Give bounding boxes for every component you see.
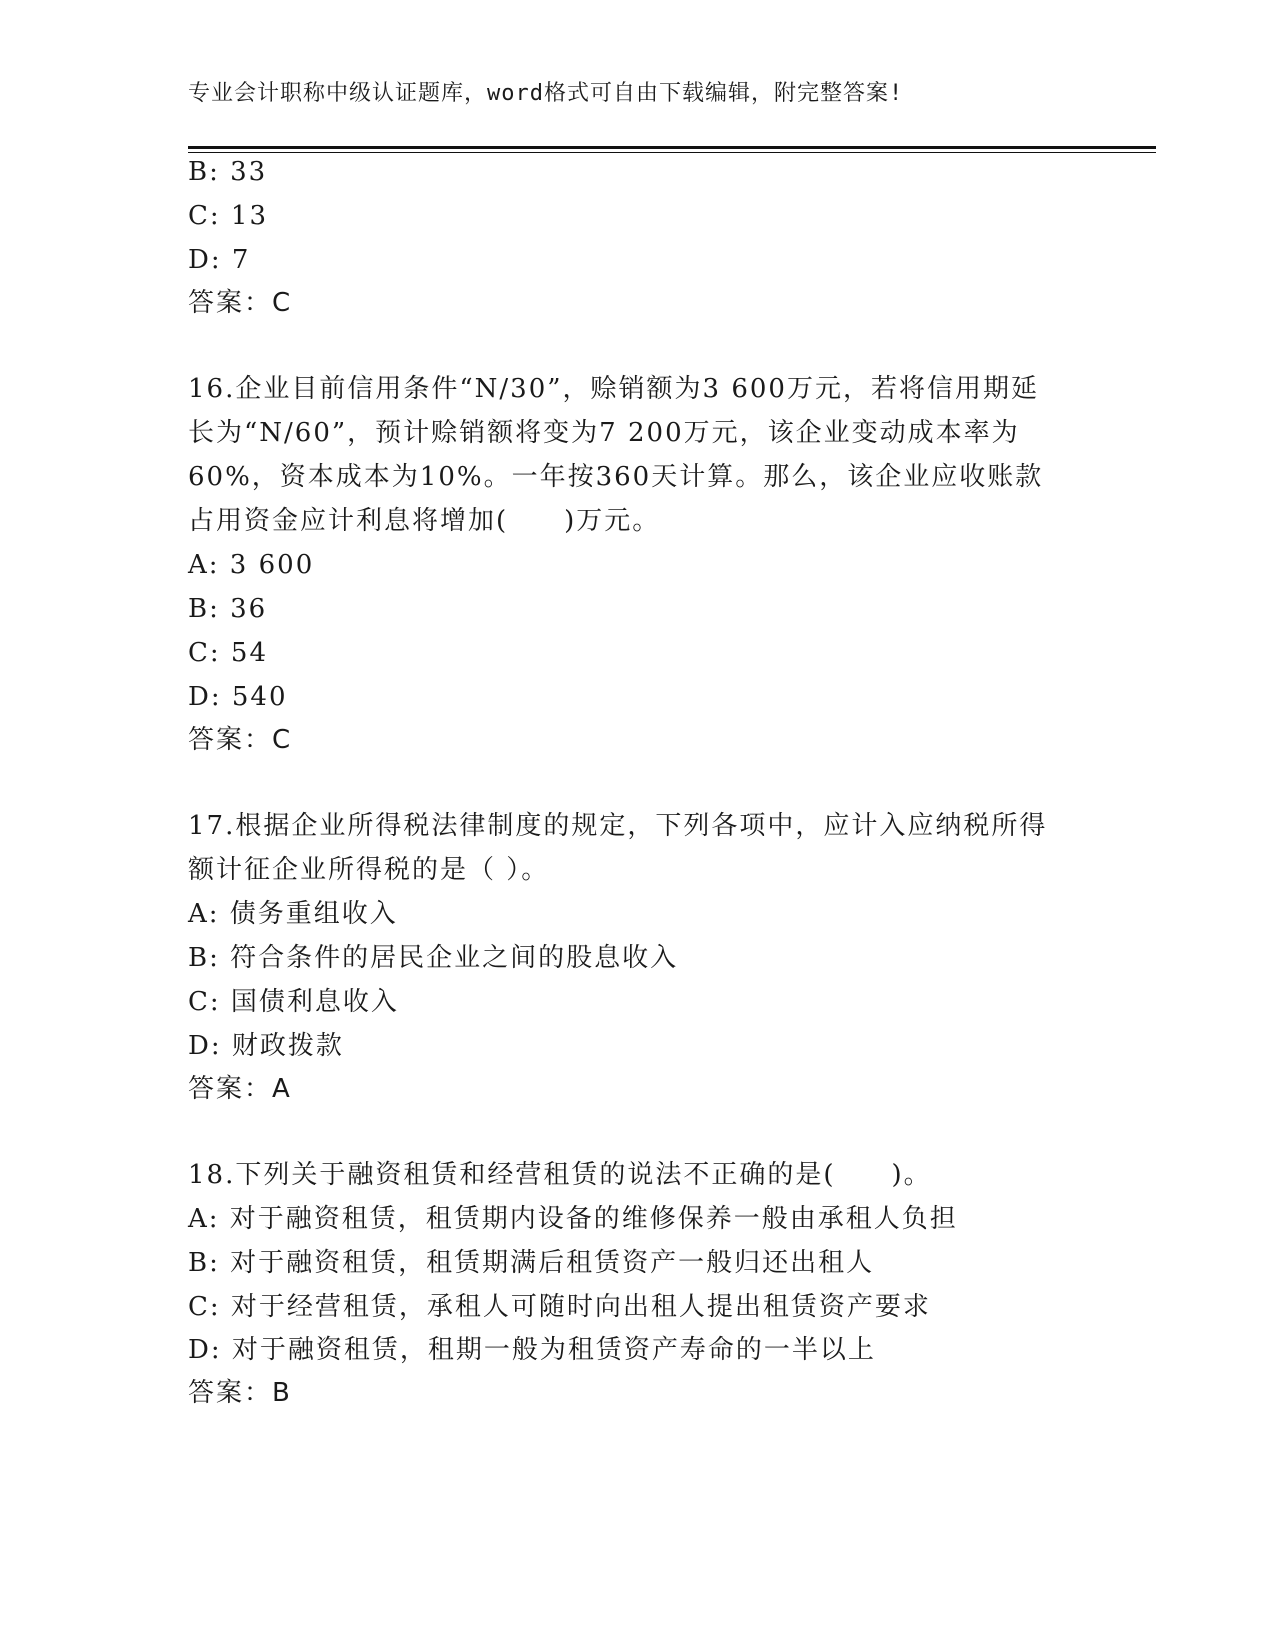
option-d-q18: D: 对于融资租赁，租期一般为租赁资产寿命的一半以上: [188, 1335, 876, 1365]
option-b-q16: B: 36: [188, 594, 268, 624]
option-b-q18: B: 对于融资租赁，租赁期满后租赁资产一般归还出租人: [188, 1248, 875, 1278]
option-a-q17: A: 债务重组收入: [188, 899, 398, 929]
answer-q15: 答案：C: [188, 288, 293, 318]
question-17-line-1: 17.根据企业所得税法律制度的规定，下列各项中，应计入应纳税所得: [188, 811, 1048, 841]
option-d-q15: D: 7: [188, 245, 251, 275]
option-b-q15: B: 33: [188, 157, 268, 187]
question-16-line-4: 占用资金应计利息将增加( )万元。: [188, 506, 661, 536]
option-c-q18: C: 对于经营租赁，承租人可随时向出租人提出租赁资产要求: [188, 1292, 931, 1322]
question-16-line-1: 16.企业目前信用条件“N/30”，赊销额为3 600万元，若将信用期延: [188, 374, 1039, 404]
option-d-q17: D: 财政拨款: [188, 1031, 344, 1061]
option-b-q17: B: 符合条件的居民企业之间的股息收入: [188, 943, 679, 973]
question-16-line-2: 长为“N/60”，预计赊销额将变为7 200万元，该企业变动成本率为: [188, 418, 1020, 448]
option-a-q18: A: 对于融资租赁，租赁期内设备的维修保养一般由承租人负担: [188, 1204, 958, 1234]
header-rule-thin: [188, 152, 1156, 153]
option-c-q15: C: 13: [188, 201, 269, 231]
answer-q17: 答案：A: [188, 1074, 292, 1104]
question-16-line-3: 60%，资本成本为10%。一年按360天计算。那么，该企业应收账款: [188, 462, 1044, 492]
answer-q16: 答案：C: [188, 725, 293, 755]
question-17-line-2: 额计征企业所得税的是（ ）。: [188, 855, 550, 885]
option-c-q16: C: 54: [188, 638, 269, 668]
header-rule-thick: [188, 146, 1156, 149]
answer-q18: 答案：B: [188, 1378, 292, 1408]
option-a-q16: A: 3 600: [188, 550, 315, 580]
option-d-q16: D: 540: [188, 682, 288, 712]
question-18-line-1: 18.下列关于融资租赁和经营租赁的说法不正确的是( )。: [188, 1160, 932, 1190]
page-header: 专业会计职称中级认证题库，word格式可自由下载编辑，附完整答案!: [188, 81, 904, 106]
option-c-q17: C: 国债利息收入: [188, 987, 399, 1017]
